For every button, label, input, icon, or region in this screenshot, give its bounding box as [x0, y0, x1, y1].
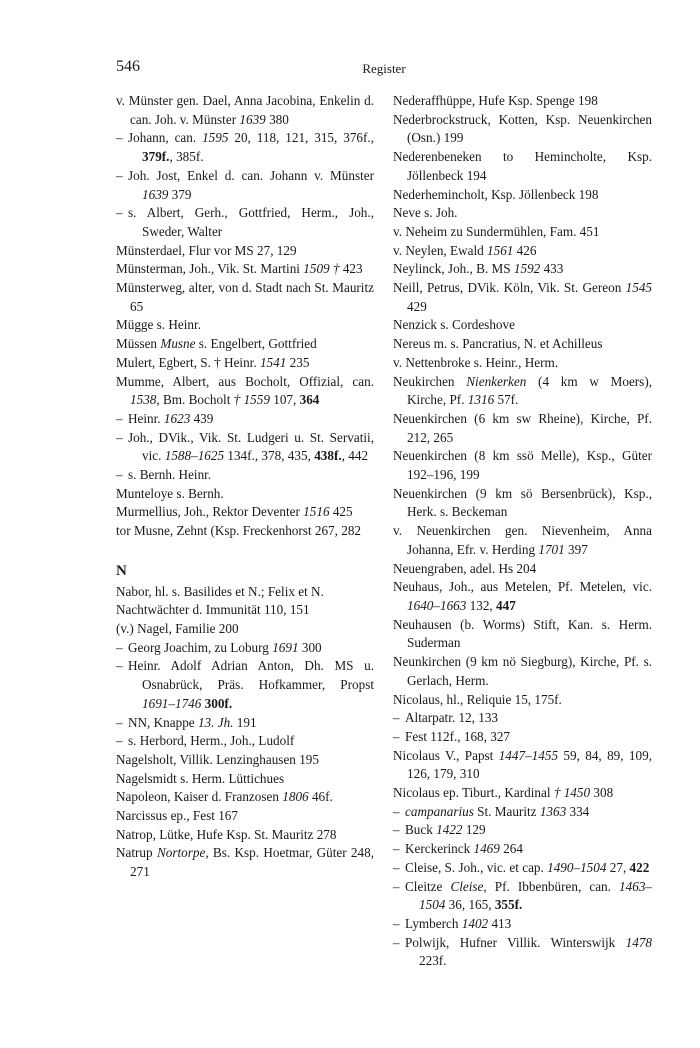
index-entry: Nabor, hl. s. Basilides et N.; Felix et N.: [116, 583, 324, 599]
index-entry: Münsterman, Joh., Vik. St. Martini 1509 † 423: [116, 261, 363, 277]
index-entry: Neuenkirchen (9 km sö Bersenbrück), Ksp., Herk. s. Beckeman: [393, 485, 652, 520]
index-entry: Neukirchen Nienkerken (4 km w Moers), Kirche, Pf. 1316 57f.: [393, 373, 653, 408]
index-subentry: – Joh., DVik., Vik. St. Ludgeri u. St. Servatii, vic. 1588–1625 134f., 378, 435, 438f., 442: [116, 429, 374, 466]
index-column-right: [393, 92, 652, 971]
index-subentry: – Altarpatr. 12, 133: [393, 709, 652, 728]
index-entry: Natrup Nortorpe, Bs. Ksp. Hoetmar, Güter 248, 271: [116, 845, 375, 880]
entries-right: [393, 92, 652, 971]
section-letter: N: [116, 562, 127, 579]
running-head: Register: [362, 61, 406, 76]
index-subentry: – s. Herbord, Herm., Joh., Ludolf: [116, 732, 374, 751]
index-entry: Neuhausen (b. Worms) Stift, Kan. s. Herm. Suderman: [393, 616, 652, 651]
index-entry: Neuengraben, adel. Hs 204: [393, 560, 537, 576]
index-subentry: – Cleitze Cleise, Pf. Ibbenbüren, can. 1463–1504 36, 165, 355f.: [393, 878, 652, 915]
index-subentry: – Heinr. 1623 439: [116, 410, 374, 429]
index-subentry: – Heinr. Adolf Adrian Anton, Dh. MS u. Osnabrück, Präs. Hofkammer, Propst 1691–1746 300f.: [116, 657, 374, 713]
index-subentry: – Cleise, S. Joh., vic. et cap. 1490–1504 27, 422: [393, 859, 652, 878]
index-subentry: – Polwijk, Hufner Villik. Winterswijk 1478 223f.: [393, 934, 652, 971]
index-entry: Neunkirchen (9 km nö Siegburg), Kirche, Pf. s. Gerlach, Herm.: [393, 654, 652, 688]
index-subentry: – s. Bernh. Heinr.: [116, 466, 374, 485]
index-entry: Nereus m. s. Pancratius, N. et Achilleus: [393, 336, 603, 352]
index-entry: Nederenbeneken to Hemincholte, Ksp. Jöllenbeck 194: [393, 149, 652, 183]
index-entry: Nicolaus, hl., Reliquie 15, 175f.: [393, 691, 562, 707]
index-subentry: – s. Albert, Gerh., Gottfried, Herm., Joh., Sweder, Walter: [116, 204, 374, 241]
index-subentry: – campanarius St. Mauritz 1363 334: [393, 803, 652, 822]
entries-a: [116, 92, 374, 541]
index-entry: v. Neheim zu Sundermühlen, Fam. 451: [393, 223, 600, 239]
index-entry: Nachtwächter d. Immunität 110, 151: [116, 602, 310, 618]
index-entry: Neuenkirchen (8 km ssö Melle), Ksp., Güter 192–196, 199: [393, 448, 652, 483]
index-subentry: – Johann, can. 1595 20, 118, 121, 315, 376f., 379f., 385f.: [116, 129, 374, 166]
index-entry: Münsterdael, Flur vor MS 27, 129: [116, 242, 297, 258]
index-entry: v. Neuenkirchen gen. Nievenheim, Anna Johanna, Efr. v. Herding 1701 397: [393, 523, 652, 557]
entries-b: [116, 583, 374, 882]
index-entry: (v.) Nagel, Familie 200: [116, 620, 239, 636]
index-entry: Nicolaus ep. Tiburt., Kardinal † 1450 308: [393, 785, 614, 801]
index-subentry: – Kerckerinck 1469 264: [393, 840, 652, 859]
index-entry: Neill, Petrus, DVik. Köln, Vik. St. Gereon 1545 429: [393, 280, 652, 314]
index-entry: Nederhemincholt, Ksp. Jöllenbeck 198: [393, 186, 599, 202]
index-entry: Nicolaus V., Papst 1447–1455 59, 84, 89, 109, 126, 179, 310: [393, 747, 652, 782]
index-entry: Munteloye s. Bernh.: [116, 485, 224, 501]
index-subentry: – Fest 112f., 168, 327: [393, 728, 652, 747]
index-entry: Nederaffhüppe, Hufe Ksp. Spenge 198: [393, 93, 598, 108]
index-entry: Nederbrockstruck, Kotten, Ksp. Neuenkirchen (Osn.) 199: [393, 111, 652, 146]
index-entry: Münsterweg, alter, von d. Stadt nach St. Mauritz 65: [116, 280, 374, 314]
index-subentry: – Lymberch 1402 413: [393, 915, 652, 934]
page-header: [116, 58, 652, 82]
index-subentry: – NN, Knappe 13. Jh. 191: [116, 714, 374, 733]
index-entry: Murmellius, Joh., Rektor Deventer 1516 425: [116, 504, 353, 520]
index-entry: Neuhaus, Joh., aus Metelen, Pf. Metelen, vic. 1640–1663 132, 447: [393, 579, 652, 613]
index-subentry: – Georg Joachim, zu Loburg 1691 300: [116, 639, 374, 658]
index-entry: v. Münster gen. Dael, Anna Jacobina, Enkelin d. can. Joh. v. Münster 1639 380: [116, 93, 374, 127]
index-entry: Neylinck, Joh., B. MS 1592 433: [393, 261, 564, 277]
index-subentry: – Buck 1422 129: [393, 821, 652, 840]
index-entry: v. Nettenbroke s. Heinr., Herm.: [393, 354, 559, 370]
index-entry: Mügge s. Heinr.: [116, 317, 201, 333]
index-entry: Mulert, Egbert, S. † Heinr. 1541 235: [116, 354, 310, 370]
index-entry: tor Musne, Zehnt (Ksp. Freckenhorst 267, 282: [116, 523, 362, 539]
index-entry: Nagelsholt, Villik. Lenzinghausen 195: [116, 751, 319, 767]
index-entry: Neuenkirchen (6 km sw Rheine), Kirche, Pf. 212, 265: [393, 410, 652, 445]
index-entry: Narcissus ep., Fest 167: [116, 808, 238, 824]
page-number: 546: [116, 58, 140, 75]
index-entry: Neve s. Joh.: [393, 205, 458, 221]
index-entry: Müssen Musne s. Engelbert, Gottfried: [116, 336, 317, 352]
index-subentry: – Joh. Jost, Enkel d. can. Johann v. Münster 1639 379: [116, 167, 374, 204]
index-entry: Nagelsmidt s. Herm. Lüttichues: [116, 770, 285, 786]
index-entry: Napoleon, Kaiser d. Franzosen 1806 46f.: [116, 789, 333, 805]
index-entry: Natrop, Lütke, Hufe Ksp. St. Mauritz 278: [116, 826, 337, 842]
index-entry: Mumme, Albert, aus Bocholt, Offizial, can. 1538, Bm. Bocholt † 1559 107, 364: [116, 373, 374, 408]
index-column-left: [116, 92, 374, 882]
index-entry: Nenzick s. Cordeshove: [393, 317, 515, 333]
index-entry: v. Neylen, Ewald 1561 426: [393, 242, 537, 258]
